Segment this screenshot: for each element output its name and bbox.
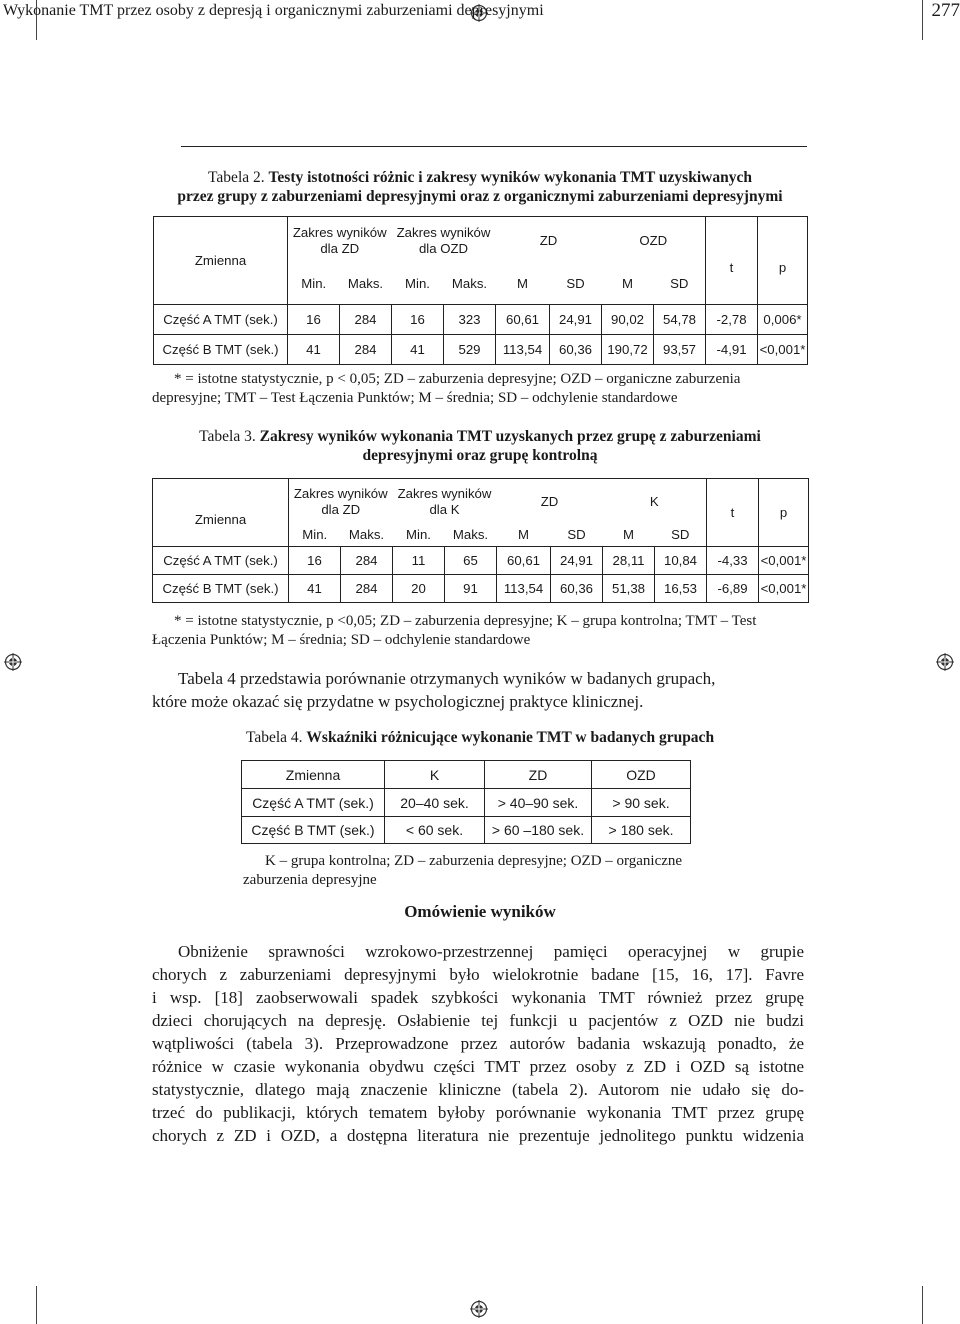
table4-footnote-line1: K – grupa kontrolna; ZD – zaburzenia depresyjne; OZD – organiczne <box>265 853 683 869</box>
table-cell: <0,001* <box>759 547 809 575</box>
table3-header-range-k-l2: dla K <box>429 501 460 517</box>
table-cell: 10,84 <box>655 547 707 575</box>
table2-caption <box>150 168 810 206</box>
table2-header-max2: Maks. <box>444 265 496 305</box>
table-row <box>242 789 691 817</box>
table-cell: <0,001* <box>758 335 808 365</box>
table3-header-sd2: SD <box>655 525 707 547</box>
table-cell: 284 <box>340 305 392 335</box>
table-cell: 20 <box>393 575 445 603</box>
table-cell: 90,02 <box>602 305 654 335</box>
table3-header-zd: ZD <box>497 479 603 525</box>
table-row <box>153 547 809 575</box>
table3-header-sd: SD <box>551 525 603 547</box>
table-cell: Część A TMT (sek.) <box>242 789 385 817</box>
registration-mark-icon <box>936 653 954 671</box>
table3-caption-line1 <box>150 427 810 446</box>
table3-header-max: Maks. <box>341 525 393 547</box>
table3-header-min: Min. <box>289 525 341 547</box>
table3-footnote-line2: Łączenia Punktów; M – średnia; SD – odchylenie standardowe <box>152 632 531 648</box>
table-cell: 54,78 <box>654 305 706 335</box>
table-cell: 0,006* <box>758 305 808 335</box>
table-row <box>242 817 691 844</box>
crop-line <box>36 1286 37 1324</box>
table3-header-range-zd <box>289 479 393 525</box>
table4-caption <box>150 728 810 747</box>
table-cell: 41 <box>288 335 340 365</box>
table2-caption-text-2: przez grupy z zaburzeniami depresyjnymi oraz z organicznymi zaburzeniami depresyjnymi <box>177 188 783 205</box>
table-cell: 60,61 <box>496 305 550 335</box>
table-cell: 41 <box>392 335 444 365</box>
table-cell: > 90 sek. <box>592 789 691 817</box>
table2-header-min: Min. <box>288 265 340 305</box>
table4-footnote-line2: zaburzenia depresyjne <box>243 872 377 888</box>
table2-caption-line2 <box>150 187 810 206</box>
table2-header-sd2: SD <box>654 265 706 305</box>
paragraph-line: Tabela 4 przedstawia porównanie otrzymanych wyników w badanych grupach, <box>178 669 716 688</box>
table2-header-min2: Min. <box>392 265 444 305</box>
table-cell: > 40–90 sek. <box>485 789 592 817</box>
page-number: 277 <box>931 0 960 21</box>
table-cell: < 60 sek. <box>385 817 485 844</box>
table3-header-variable: Zmienna <box>153 479 289 547</box>
body-line: różnice w czasie wykonania obydwu części TMT przez osoby z ZD i OZD są istotne <box>152 1057 804 1076</box>
table-cell: 65 <box>445 547 497 575</box>
table2-caption-label: Tabela 2. <box>208 169 265 186</box>
table-cell: 11 <box>393 547 445 575</box>
table-cell: <0,001* <box>759 575 809 603</box>
table-cell: 113,54 <box>497 575 551 603</box>
table4-header-k: K <box>385 761 485 789</box>
table-cell: Część A TMT (sek.) <box>153 547 289 575</box>
registration-mark-icon <box>470 1300 488 1318</box>
table2-header-range-ozd-l1: Zakres wyników <box>396 224 491 240</box>
table-cell: -4,91 <box>706 335 758 365</box>
body-line: trzeć do publikacji, których tematem byłoby porównanie wykonania TMT przez grupę <box>152 1103 804 1122</box>
table4-footnote <box>243 852 743 890</box>
table3-header-range-zd-l2: dla ZD <box>321 501 361 517</box>
table2-header-p: p <box>758 217 808 305</box>
table2-header-range-ozd <box>392 217 496 265</box>
table-cell: 284 <box>340 335 392 365</box>
table3-header-range-k-l1: Zakres wyników <box>397 485 492 501</box>
table3-header-p: p <box>759 479 809 547</box>
table2-header-m2: M <box>602 265 654 305</box>
table2-header-ozd: OZD <box>602 217 706 265</box>
table3-header-t: t <box>707 479 759 547</box>
table2-caption-line1 <box>150 168 810 187</box>
body-line: statystycznie, dlatego mają znaczenie kliniczne (tabela 2). Autorom nie udało się do- <box>152 1080 804 1099</box>
table4 <box>241 760 691 844</box>
table-cell: 323 <box>444 305 496 335</box>
table3-caption-text: Zakresy wyników wykonania TMT uzyskanych przez grupę z zaburzeniami <box>259 428 761 445</box>
body-line: i wsp. [18] zaobserwowali spadek szybkości wykonania TMT również przez grupę <box>152 988 804 1007</box>
table-cell: 51,38 <box>603 575 655 603</box>
table-cell: Część B TMT (sek.) <box>242 817 385 844</box>
table-cell: Część B TMT (sek.) <box>154 335 288 365</box>
table2-header-zd: ZD <box>496 217 602 265</box>
table3-caption-label: Tabela 3. <box>199 428 256 445</box>
table-cell: 113,54 <box>496 335 550 365</box>
table-cell: -4,33 <box>707 547 759 575</box>
table2-header-variable: Zmienna <box>154 217 288 305</box>
paragraph-line: które może okazać się przydatne w psychologicznej praktyce klinicznej. <box>152 692 644 711</box>
table2-header-range-zd <box>288 217 392 265</box>
table-cell: -6,89 <box>707 575 759 603</box>
table-cell: 16,53 <box>655 575 707 603</box>
table-cell: 24,91 <box>550 305 602 335</box>
table-cell: > 180 sek. <box>592 817 691 844</box>
table-cell: 91 <box>445 575 497 603</box>
table-cell: 529 <box>444 335 496 365</box>
table2-footnote-line1: * = istotne statystycznie, p < 0,05; ZD – zaburzenia depresyjne; OZD – organiczne zaburzenia <box>174 371 741 387</box>
table-cell: 28,11 <box>603 547 655 575</box>
table-cell: 24,91 <box>551 547 603 575</box>
table-cell: 60,36 <box>551 575 603 603</box>
table-row <box>154 335 808 365</box>
table3-caption-text-2: depresyjnymi oraz grupę kontrolną <box>362 447 598 464</box>
table-row <box>153 575 809 603</box>
body-line: Obniżenie sprawności wzrokowo-przestrzennej pamięci operacyjnej w grupie <box>178 942 804 961</box>
table3 <box>152 478 809 603</box>
paragraph-table4-intro <box>152 667 808 713</box>
table-cell: 16 <box>288 305 340 335</box>
table-row <box>154 305 808 335</box>
table2-caption-text: Testy istotności różnic i zakresy wyników wykonania TMT uzyskiwanych <box>268 169 752 186</box>
table-cell: Część B TMT (sek.) <box>153 575 289 603</box>
table4-header-ozd: OZD <box>592 761 691 789</box>
table2-header-t: t <box>706 217 758 305</box>
body-line: chorych z zaburzeniami depresyjnymi było wielokrotnie badane [15, 16, 17]. Favre <box>152 965 804 984</box>
table2-footnote <box>152 370 812 408</box>
table2-header-sd: SD <box>550 265 602 305</box>
table4-caption-text: Wskaźniki różnicujące wykonanie TMT w badanych grupach <box>306 729 715 746</box>
table-cell: 60,36 <box>550 335 602 365</box>
body-line: wątpliwości (tabela 3). Przeprowadzone przez autorów badania wskazują ponadto, że <box>152 1034 804 1053</box>
table-cell: -2,78 <box>706 305 758 335</box>
table2-header-max: Maks. <box>340 265 392 305</box>
table-cell: 20–40 sek. <box>385 789 485 817</box>
running-header-title: Wykonanie TMT przez osoby z depresją i organicznymi zaburzeniami depresyjnymi <box>3 2 544 19</box>
table3-caption-line2 <box>150 446 810 465</box>
table4-header-variable: Zmienna <box>242 761 385 789</box>
table4-header-zd: ZD <box>485 761 592 789</box>
crop-line <box>922 0 923 40</box>
table-cell: 60,61 <box>497 547 551 575</box>
registration-mark-icon <box>4 653 22 671</box>
table2 <box>153 216 808 365</box>
table2-header-m: M <box>496 265 550 305</box>
section-heading: Omówienie wyników <box>404 902 556 921</box>
table3-header-m: M <box>497 525 551 547</box>
table3-header-m2: M <box>603 525 655 547</box>
table-cell: 284 <box>341 547 393 575</box>
table-cell: 284 <box>341 575 393 603</box>
table-cell: 190,72 <box>602 335 654 365</box>
table3-header-min2: Min. <box>393 525 445 547</box>
body-line: dzieci chorujących na depresję. Osłabienie tej funkcji u pacjentów z OZD nie budzi <box>152 1011 804 1030</box>
table2-header-range-zd-l2: dla ZD <box>320 240 360 256</box>
table3-header-range-k <box>393 479 497 525</box>
table3-header-range-zd-l1: Zakres wyników <box>293 485 388 501</box>
table4-caption-label: Tabela 4. <box>245 729 303 746</box>
running-header <box>0 0 960 26</box>
table2-footnote-line2: depresyjne; TMT – Test Łączenia Punktów; M – średnia; SD – odchylenie standardowe <box>152 390 678 406</box>
body-paragraph <box>152 940 804 1147</box>
table-cell: > 60 –180 sek. <box>485 817 592 844</box>
table-cell: 93,57 <box>654 335 706 365</box>
table3-footnote-line1: * = istotne statystycznie, p <0,05; ZD – zaburzenia depresyjne; K – grupa kontrolna; TMT – Test <box>174 613 757 629</box>
table3-footnote <box>152 612 812 650</box>
table-cell: 16 <box>289 547 341 575</box>
table2-header-range-zd-l1: Zakres wyników <box>292 224 387 240</box>
crop-line <box>922 1286 923 1324</box>
table3-header-k: K <box>603 479 707 525</box>
table2-header-range-ozd-l2: dla OZD <box>418 240 469 256</box>
header-rule <box>181 146 807 147</box>
body-line: chorych z ZD i OZD, a dostępna literatura nie prezentuje jednolitego punktu widzenia <box>152 1126 804 1145</box>
table-cell: 41 <box>289 575 341 603</box>
table-cell: Część A TMT (sek.) <box>154 305 288 335</box>
table3-caption <box>150 427 810 465</box>
table-cell: 16 <box>392 305 444 335</box>
table3-header-max2: Maks. <box>445 525 497 547</box>
